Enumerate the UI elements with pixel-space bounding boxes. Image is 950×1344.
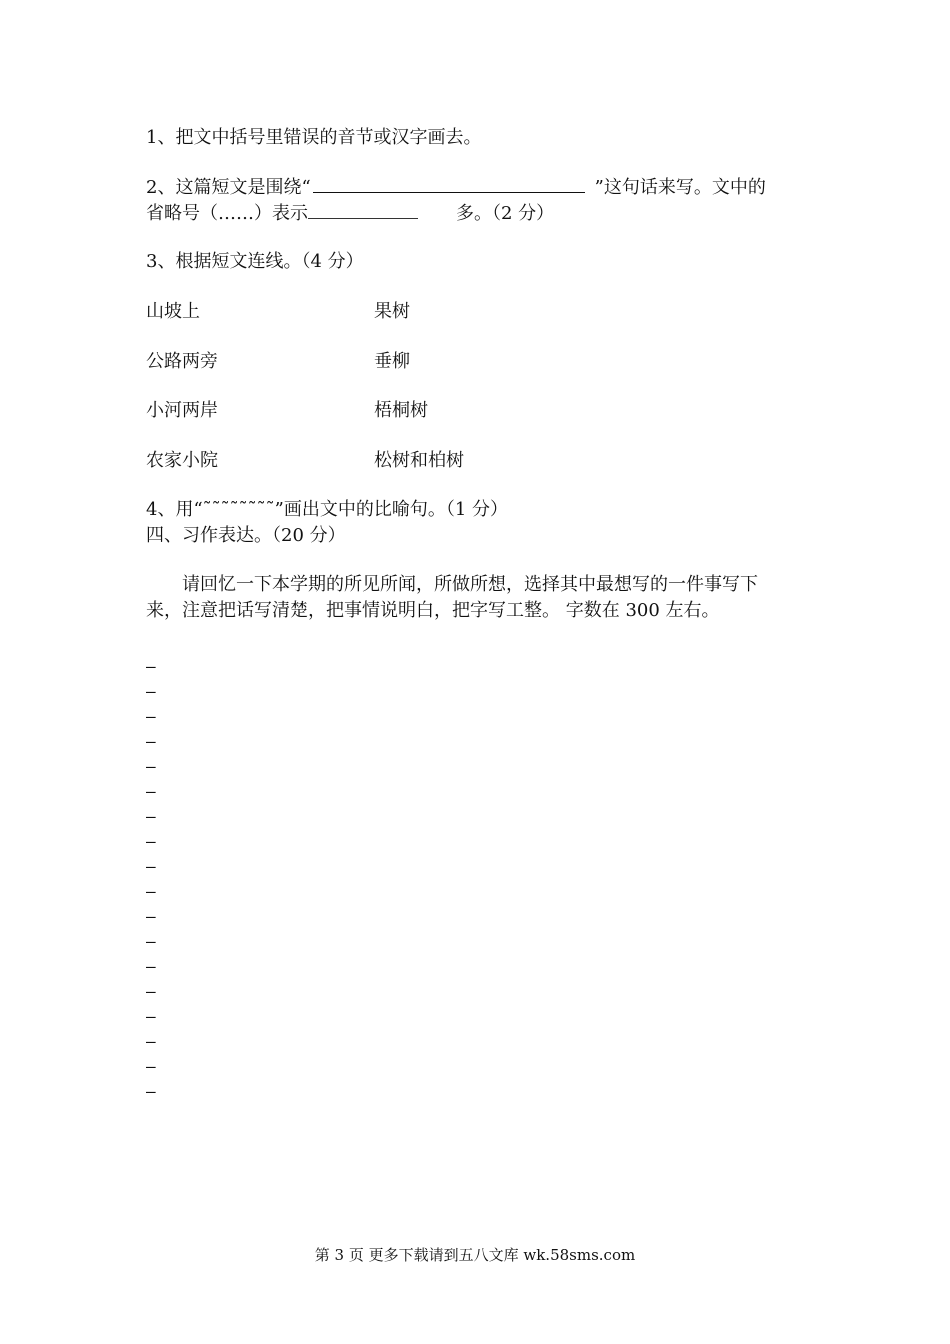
writing-line[interactable]: – [146, 782, 156, 801]
question-2-text-c: 省略号（……）表示 [146, 203, 308, 224]
writing-line[interactable]: – [146, 1007, 156, 1026]
question-3-title: 3、根据短文连线。（4 分） [146, 251, 364, 272]
writing-line[interactable]: – [146, 682, 156, 701]
essay-prompt-line-2: 来，注意把话写清楚，把事情说明白，把字写工整。 字数在 300 左右。 [146, 600, 720, 621]
writing-line[interactable]: – [146, 1082, 156, 1101]
question-2-text-b: ”这句话来写。文中的 [594, 177, 766, 198]
writing-line[interactable]: – [146, 832, 156, 851]
match-left-item: 山坡上 [146, 301, 200, 322]
writing-line[interactable]: – [146, 1032, 156, 1051]
match-left-item: 公路两旁 [146, 351, 218, 372]
section-4-title: 四、习作表达。（20 分） [146, 525, 346, 546]
question-2-line-1 [146, 176, 766, 199]
question-2-line-2 [146, 202, 554, 225]
question-2-text-d: 多。（2 分） [456, 203, 555, 224]
essay-prompt-line-1: 请回忆一下本学期的所见所闻，所做所想，选择其中最想写的一件事写下 [182, 574, 758, 595]
writing-line[interactable]: – [146, 807, 156, 826]
writing-line[interactable]: – [146, 657, 156, 676]
writing-line[interactable]: – [146, 932, 156, 951]
writing-line[interactable]: – [146, 707, 156, 726]
writing-line[interactable]: – [146, 957, 156, 976]
match-right-item: 果树 [374, 301, 410, 322]
match-right-item: 松树和柏树 [374, 450, 464, 471]
question-2-text-a: 2、这篇短文是围绕“ [146, 177, 311, 198]
writing-line[interactable]: – [146, 757, 156, 776]
writing-line[interactable]: – [146, 732, 156, 751]
writing-line[interactable]: – [146, 882, 156, 901]
match-left-item: 农家小院 [146, 450, 218, 471]
match-right-item: 梧桐树 [374, 400, 428, 421]
writing-line[interactable]: – [146, 1057, 156, 1076]
answer-blank-theme[interactable] [313, 176, 585, 193]
match-right-item: 垂柳 [374, 351, 410, 372]
page-footer: 第 3 页 更多下载请到五八文库 wk.58sms.com [314, 1246, 636, 1264]
question-4: 4、用“˜˜˜˜˜˜˜˜”画出文中的比喻句。（1 分） [146, 499, 509, 520]
question-1: 1、把文中括号里错误的音节或汉字画去。 [146, 127, 482, 148]
writing-line[interactable]: – [146, 857, 156, 876]
answer-blank-ellipsis[interactable] [308, 202, 418, 219]
writing-line[interactable]: – [146, 907, 156, 926]
match-left-item: 小河两岸 [146, 400, 218, 421]
writing-line[interactable]: – [146, 982, 156, 1001]
